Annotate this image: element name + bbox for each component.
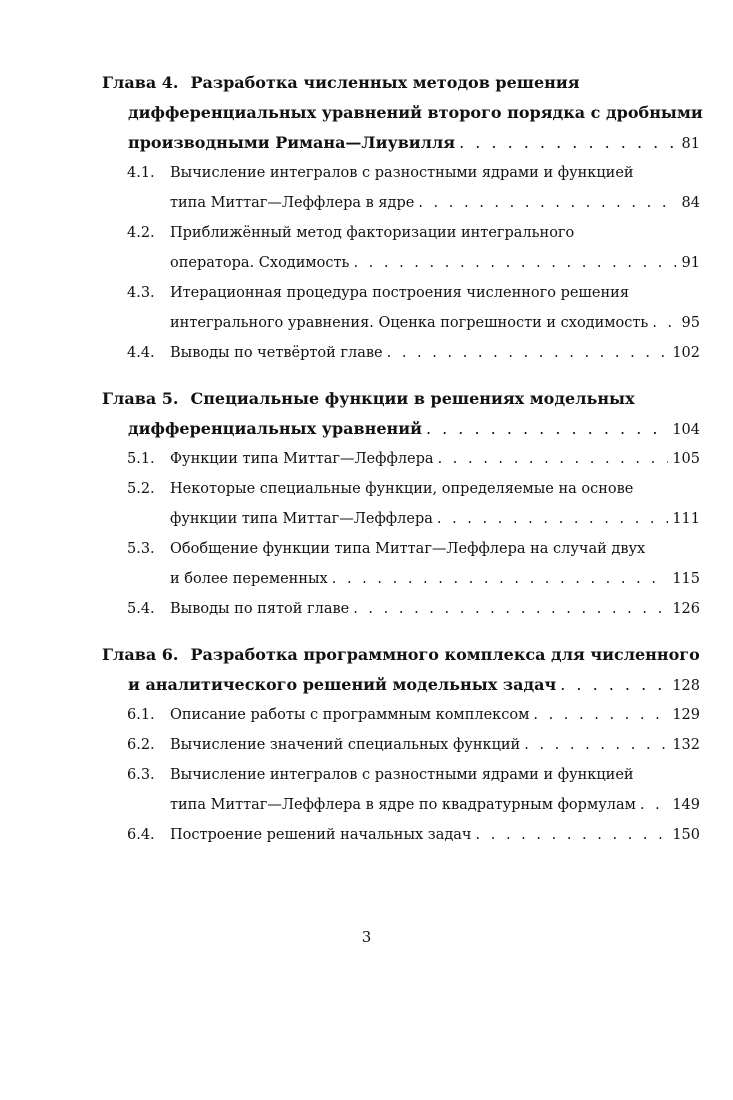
section-title: Приближённый метод факторизации интегрального bbox=[170, 225, 575, 241]
section-title: Обобщение функции типа Миттаг—Леффлера на случай двух bbox=[170, 541, 646, 557]
toc-entry[interactable] bbox=[100, 594, 700, 624]
dot-leader bbox=[438, 444, 669, 474]
page-ref: 150 bbox=[672, 827, 700, 843]
toc-entry[interactable] bbox=[100, 474, 700, 504]
section-title: Построение решений начальных задач bbox=[170, 827, 472, 843]
toc-entry[interactable] bbox=[100, 534, 700, 564]
section-title: Выводы по четвёртой главе bbox=[170, 345, 383, 361]
page-ref: 95 bbox=[681, 315, 700, 331]
toc-entry-continuation[interactable] bbox=[100, 248, 700, 278]
chapter-title-continuation bbox=[100, 98, 703, 128]
section-number: 6.4. bbox=[127, 827, 155, 843]
dot-leader bbox=[652, 308, 677, 338]
section-title: Вычисление значений специальных функций bbox=[170, 737, 521, 753]
section-title: и более переменных bbox=[170, 571, 328, 587]
dot-leader bbox=[426, 414, 668, 444]
chapter-5 bbox=[100, 384, 700, 624]
section-number: 5.2. bbox=[127, 481, 155, 497]
toc-entry-continuation[interactable] bbox=[100, 308, 700, 338]
chapter-6 bbox=[100, 640, 700, 850]
page-ref: 91 bbox=[681, 255, 700, 271]
chapter-number: Глава 5. bbox=[102, 389, 179, 408]
section-number: 5.1. bbox=[127, 451, 155, 467]
chapter-heading[interactable] bbox=[100, 68, 700, 98]
toc-entry[interactable] bbox=[100, 158, 700, 188]
toc-entry[interactable] bbox=[100, 278, 700, 308]
section-number: 6.3. bbox=[127, 767, 155, 783]
toc-entry[interactable] bbox=[100, 760, 700, 790]
chapter-number: Глава 6. bbox=[102, 645, 179, 664]
page-ref: 129 bbox=[672, 707, 700, 723]
chapter-title-line: Разработка программного комплекса для численного bbox=[190, 645, 700, 664]
section-title: Вычисление интегралов с разностными ядрами и функцией bbox=[170, 767, 634, 783]
section-title: типа Миттаг—Леффлера в ядре по квадратурным формулам bbox=[170, 797, 636, 813]
chapter-title-line: Специальные функции в решениях модельных bbox=[190, 389, 635, 408]
section-number: 6.1. bbox=[127, 707, 155, 723]
section-number: 4.2. bbox=[127, 225, 155, 241]
section-title: Описание работы с программным комплексом bbox=[170, 707, 530, 723]
toc-entry-continuation[interactable] bbox=[100, 790, 700, 820]
toc-entry[interactable] bbox=[100, 218, 700, 248]
page-ref: 115 bbox=[672, 571, 700, 587]
section-title: Вычисление интегралов с разностными ядрами и функцией bbox=[170, 165, 634, 181]
section-title: функции типа Миттаг—Леффлера bbox=[170, 511, 433, 527]
page-number: 3 bbox=[361, 928, 372, 946]
chapter-title-line: и аналитического решений модельных задач bbox=[128, 675, 557, 694]
dot-leader bbox=[533, 700, 668, 730]
dot-leader bbox=[524, 730, 668, 760]
page-ref: 81 bbox=[681, 136, 700, 152]
toc-entry[interactable] bbox=[100, 444, 700, 474]
chapter-title-line: дифференциальных уравнений второго порядка с дробными bbox=[128, 103, 703, 122]
section-number: 4.4. bbox=[127, 345, 155, 361]
page-ref: 102 bbox=[672, 345, 700, 361]
page-ref: 132 bbox=[672, 737, 700, 753]
dot-leader bbox=[459, 128, 677, 158]
dot-leader bbox=[387, 338, 669, 368]
page-ref: 111 bbox=[672, 511, 700, 527]
section-number: 5.4. bbox=[127, 601, 155, 617]
section-title: типа Миттаг—Леффлера в ядре bbox=[170, 195, 415, 211]
chapter-title-line: производными Римана—Лиувилля bbox=[128, 133, 456, 152]
section-title: Функции типа Миттаг—Леффлера bbox=[170, 451, 434, 467]
table-of-contents bbox=[100, 68, 703, 866]
chapter-title-line: Разработка численных методов решения bbox=[190, 73, 580, 92]
chapter-title-continuation[interactable] bbox=[100, 670, 700, 700]
page-ref: 104 bbox=[672, 422, 700, 438]
section-number: 6.2. bbox=[127, 737, 155, 753]
toc-entry[interactable] bbox=[100, 730, 700, 760]
dot-leader bbox=[353, 248, 677, 278]
chapter-heading[interactable] bbox=[100, 640, 700, 670]
page-ref: 126 bbox=[672, 601, 700, 617]
page-ref: 105 bbox=[672, 451, 700, 467]
dot-leader bbox=[640, 790, 668, 820]
toc-entry-continuation[interactable] bbox=[100, 504, 700, 534]
toc-entry-continuation[interactable] bbox=[100, 564, 700, 594]
toc-entry[interactable] bbox=[100, 700, 700, 730]
section-title: интегрального уравнения. Оценка погрешности и сходимость bbox=[170, 315, 649, 331]
chapter-title-line: дифференциальных уравнений bbox=[128, 419, 422, 438]
page-ref: 149 bbox=[672, 797, 700, 813]
toc-entry[interactable] bbox=[100, 820, 700, 850]
chapter-heading[interactable] bbox=[100, 384, 700, 414]
dot-leader bbox=[418, 188, 677, 218]
dot-leader bbox=[437, 504, 668, 534]
section-title: Итерационная процедура построения численного решения bbox=[170, 285, 629, 301]
toc-entry[interactable] bbox=[100, 338, 700, 368]
section-number: 4.3. bbox=[127, 285, 155, 301]
chapter-number: Глава 4. bbox=[102, 73, 179, 92]
chapter-title-continuation[interactable] bbox=[100, 128, 700, 158]
page-ref: 84 bbox=[681, 195, 700, 211]
section-title: Выводы по пятой главе bbox=[170, 601, 350, 617]
section-title: оператора. Сходимость bbox=[170, 255, 350, 271]
dot-leader bbox=[332, 564, 669, 594]
toc-entry-continuation[interactable] bbox=[100, 188, 700, 218]
page-ref: 128 bbox=[672, 678, 700, 694]
section-title: Некоторые специальные функции, определяемые на основе bbox=[170, 481, 634, 497]
chapter-4 bbox=[100, 68, 703, 368]
dot-leader bbox=[560, 670, 668, 700]
dot-leader bbox=[353, 594, 668, 624]
section-number: 5.3. bbox=[127, 541, 155, 557]
section-number: 4.1. bbox=[127, 165, 155, 181]
dot-leader bbox=[476, 820, 669, 850]
chapter-title-continuation[interactable] bbox=[100, 414, 700, 444]
